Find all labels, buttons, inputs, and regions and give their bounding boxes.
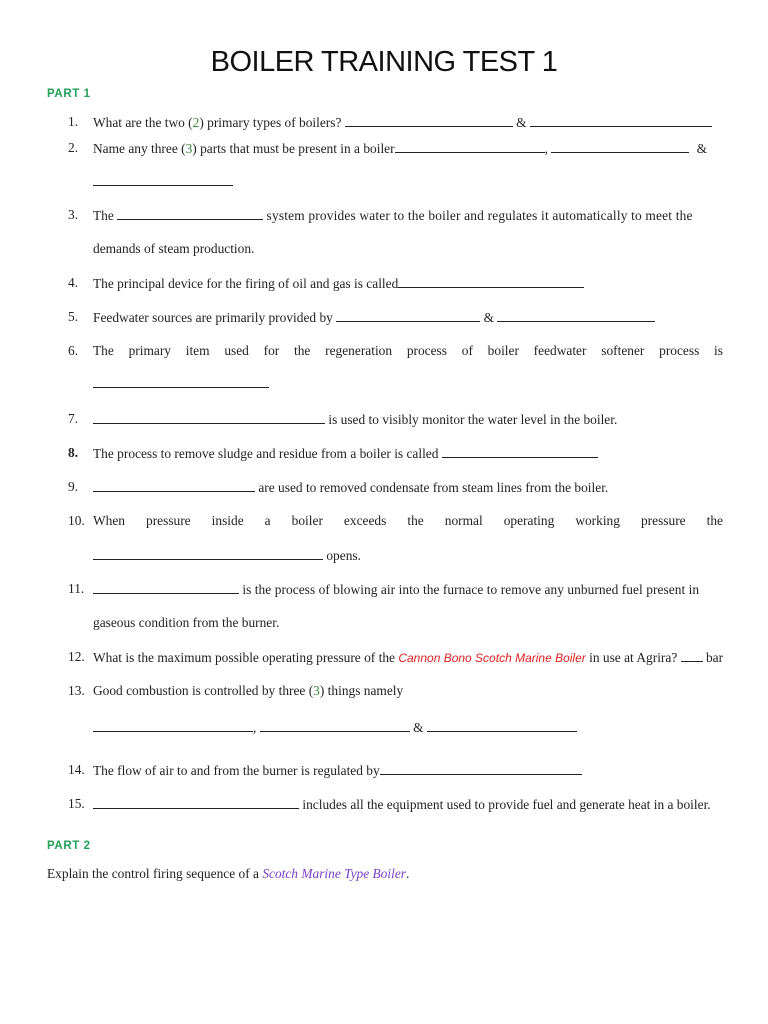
answer-blank-11[interactable] <box>93 580 239 594</box>
answer-blank-5a[interactable] <box>336 308 480 322</box>
question-12-text-b: in use at Agrira? <box>589 650 678 665</box>
answer-blank-2c[interactable] <box>93 172 233 186</box>
answer-blank-8[interactable] <box>442 444 598 458</box>
question-13-count: 3 <box>313 683 320 698</box>
question-5 <box>93 308 723 327</box>
question-3-continued: demands of steam production. <box>93 241 255 256</box>
question-number-2: 2. <box>68 140 79 155</box>
boiler-type-name: Scotch Marine Type Boiler <box>262 866 406 881</box>
answer-blank-7[interactable] <box>93 410 325 424</box>
question-number-6: 6. <box>68 343 79 358</box>
answer-blank-4[interactable] <box>398 274 584 288</box>
question-1 <box>93 113 723 132</box>
question-1-text-a: What are the two ( <box>93 115 193 130</box>
ampersand: & <box>516 115 527 130</box>
answer-blank-3[interactable] <box>117 206 263 220</box>
question-11-text-a: is the process of blowing air into the furnace to remove any unburned fuel present in <box>242 582 700 597</box>
question-number-7: 7. <box>68 411 79 426</box>
answer-blank-13b[interactable] <box>260 718 410 732</box>
question-number-9: 9. <box>68 479 79 494</box>
question-15 <box>93 795 723 814</box>
boiler-model-name: Cannon Bono Scotch Marine Boiler <box>398 651 586 665</box>
question-12 <box>93 648 723 667</box>
question-4-text: The principal device for the firing of oil and gas is called <box>93 276 399 291</box>
answer-blank-10[interactable] <box>93 546 323 560</box>
question-13-text-b: ) things namely <box>319 683 404 698</box>
question-1-text-b: ) primary types of boilers? <box>199 115 342 130</box>
question-10-text-b: opens. <box>326 548 361 563</box>
answer-blank-2b[interactable] <box>551 139 689 153</box>
ampersand: & <box>696 141 708 156</box>
question-number-5: 5. <box>68 309 79 324</box>
answer-blank-6[interactable] <box>93 374 269 388</box>
part-2-question <box>47 865 409 883</box>
question-4 <box>93 274 723 293</box>
question-2 <box>93 139 723 158</box>
ampersand: & <box>483 310 494 325</box>
answer-blank-13c[interactable] <box>427 718 577 732</box>
part-1-heading: PART 1 <box>47 88 91 100</box>
question-12-text-a: What is the maximum possible operating pressure of the <box>93 650 395 665</box>
question-13 <box>93 682 723 700</box>
question-number-13: 13. <box>68 683 85 698</box>
question-2-text-b: ) parts that must be present in a boiler <box>192 141 395 156</box>
question-8 <box>93 444 723 463</box>
answer-blank-1b[interactable] <box>530 113 712 127</box>
question-15-text: includes all the equipment used to provide fuel and generate heat in a boiler. <box>302 797 711 812</box>
part-2-text-b: . <box>405 866 410 881</box>
question-3-text-b: system provides water to the boiler and regulates it automatically to meet the <box>266 208 693 223</box>
question-number-15: 15. <box>68 796 85 811</box>
question-13-text-a: Good combustion is controlled by three ( <box>93 683 314 698</box>
question-9 <box>93 478 723 497</box>
comma: , <box>253 720 257 735</box>
part-2-text-a: Explain the control firing sequence of a <box>47 866 259 881</box>
question-number-12: 12. <box>68 649 85 664</box>
page-title: BOILER TRAINING TEST 1 <box>210 46 558 78</box>
answer-blank-9[interactable] <box>93 478 255 492</box>
answer-blank-15[interactable] <box>93 795 299 809</box>
question-6: The primary item used for the regeneration process of boiler feedwater softener process is <box>93 343 723 358</box>
question-number-11: 11. <box>68 581 85 596</box>
answer-blank-13a[interactable] <box>93 718 253 732</box>
answer-blank-14[interactable] <box>380 761 582 775</box>
question-number-4: 4. <box>68 275 79 290</box>
question-10: When pressure inside a boiler exceeds the normal operating working pressure the <box>93 513 723 528</box>
question-11 <box>93 580 723 599</box>
answer-blank-5b[interactable] <box>497 308 655 322</box>
question-10-continued <box>93 546 723 565</box>
comma: , <box>544 141 548 156</box>
question-5-text: Feedwater sources are primarily provided by <box>93 310 333 325</box>
question-number-10: 10. <box>68 513 85 528</box>
question-1-count: 2 <box>192 115 200 130</box>
question-number-8: 8. <box>68 445 79 460</box>
answer-blank-2a[interactable] <box>395 139 545 153</box>
question-11-continued: gaseous condition from the burner. <box>93 615 280 630</box>
question-6-continued <box>93 374 723 393</box>
question-7-text: is used to visibly monitor the water level in the boiler. <box>328 412 618 427</box>
question-3 <box>93 206 723 225</box>
question-13-continued <box>93 718 723 737</box>
question-3-text-a: The <box>93 208 114 223</box>
question-8-text: The process to remove sludge and residue from a boiler is called <box>93 446 439 461</box>
question-14-text: The flow of air to and from the burner is regulated by <box>93 763 380 778</box>
question-number-1: 1. <box>68 114 79 129</box>
answer-blank-12[interactable] <box>681 648 703 662</box>
question-9-text: are used to removed condensate from steam lines from the boiler. <box>258 480 609 495</box>
question-2-count: 3 <box>185 141 193 156</box>
question-2-continued <box>93 172 723 191</box>
part-2-heading: PART 2 <box>47 840 91 852</box>
answer-blank-1a[interactable] <box>345 113 513 127</box>
question-7 <box>93 410 723 429</box>
question-number-14: 14. <box>68 762 85 777</box>
question-2-text-a: Name any three ( <box>93 141 186 156</box>
question-14 <box>93 761 723 780</box>
unit-bar: bar <box>705 650 724 665</box>
question-number-3: 3. <box>68 207 79 222</box>
ampersand: & <box>413 720 424 735</box>
